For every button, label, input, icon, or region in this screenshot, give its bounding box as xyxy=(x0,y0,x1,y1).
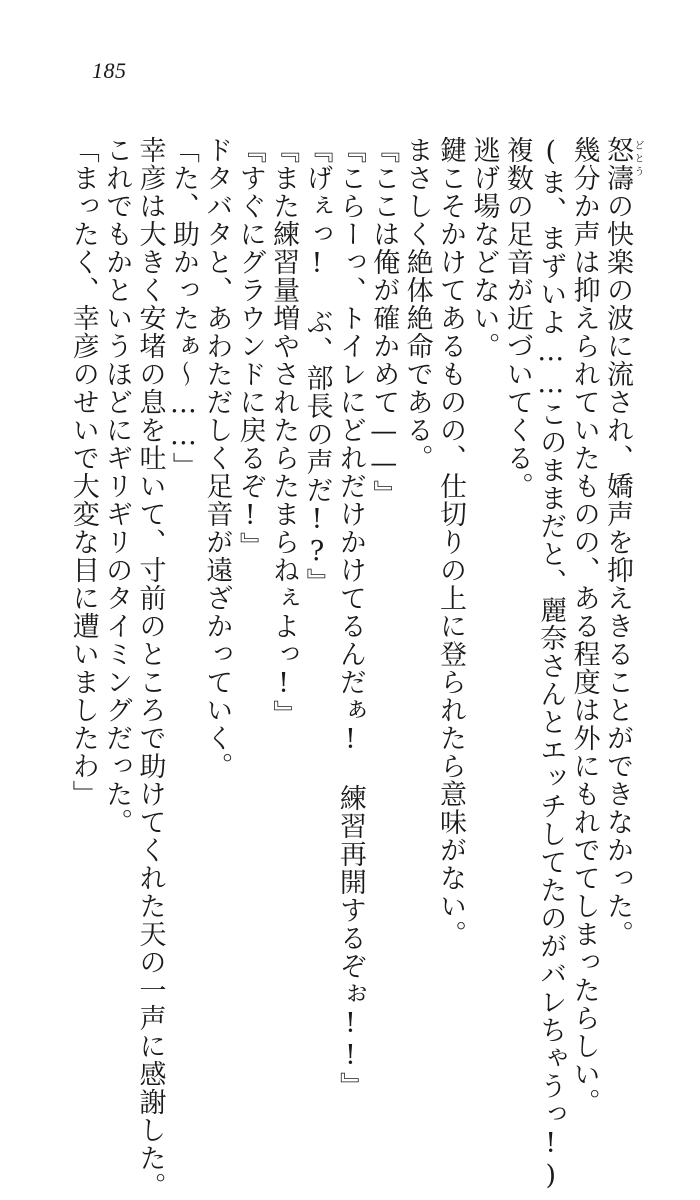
text-line: 幾分か声は抑えられていたものの、ある程度は外にもれでてしまったらしい。 xyxy=(568,136,600,1116)
text-line: 逃げ場などない。 xyxy=(468,136,500,360)
text-line: 「まったく、幸彦のせいで大変な目に遭いましたわ」 xyxy=(67,136,99,808)
ruby-annotation: どとう xyxy=(632,140,643,179)
line-text: 怒濤の快楽の波に流され、嬌声を抑えきることができなかった。 xyxy=(602,136,633,948)
text-line: 『また練習量増やされたらたまらねぇよっ!』 xyxy=(268,136,300,728)
text-line: 『ここは俺が確かめて——』 xyxy=(368,136,400,508)
text-line: まさしく絶体絶命である。 xyxy=(401,136,433,472)
text-line: 複数の足音が近づいてくる。 xyxy=(501,136,533,500)
text-line: 「た、助かったぁ～……」 xyxy=(167,136,199,480)
text-line: (ま、まずいよ……このままだと、麗奈さんとエッチしてたのがバレちゃうっ!) xyxy=(535,136,567,1192)
text-line xyxy=(601,136,643,1016)
vertical-text-body xyxy=(64,136,643,1200)
text-line: 幸彦は大きく安堵の息を吐いて、寸前のところで助けてくれた天の一声に感謝した。 xyxy=(134,136,166,1200)
text-line: 鍵こそかけてあるものの、仕切りの上に登られたら意味がない。 xyxy=(435,136,467,948)
text-line: ドタバタと、あわただしく足音が遠ざかっていく。 xyxy=(201,136,233,780)
text-line: 『すぐにグラウンドに戻るぞ!』 xyxy=(234,136,266,560)
text-line: 『げぇっ! ぶ、部長の声だ!?』 xyxy=(301,136,333,596)
text-line: 『こらーっ、トイレにどれだけかけてるんだぁ! 練習再開するぞぉ!!』 xyxy=(334,136,366,1100)
page-number: 185 xyxy=(92,58,127,83)
text-line: これでもかというほどにギリギリのタイミングだった。 xyxy=(101,136,133,836)
